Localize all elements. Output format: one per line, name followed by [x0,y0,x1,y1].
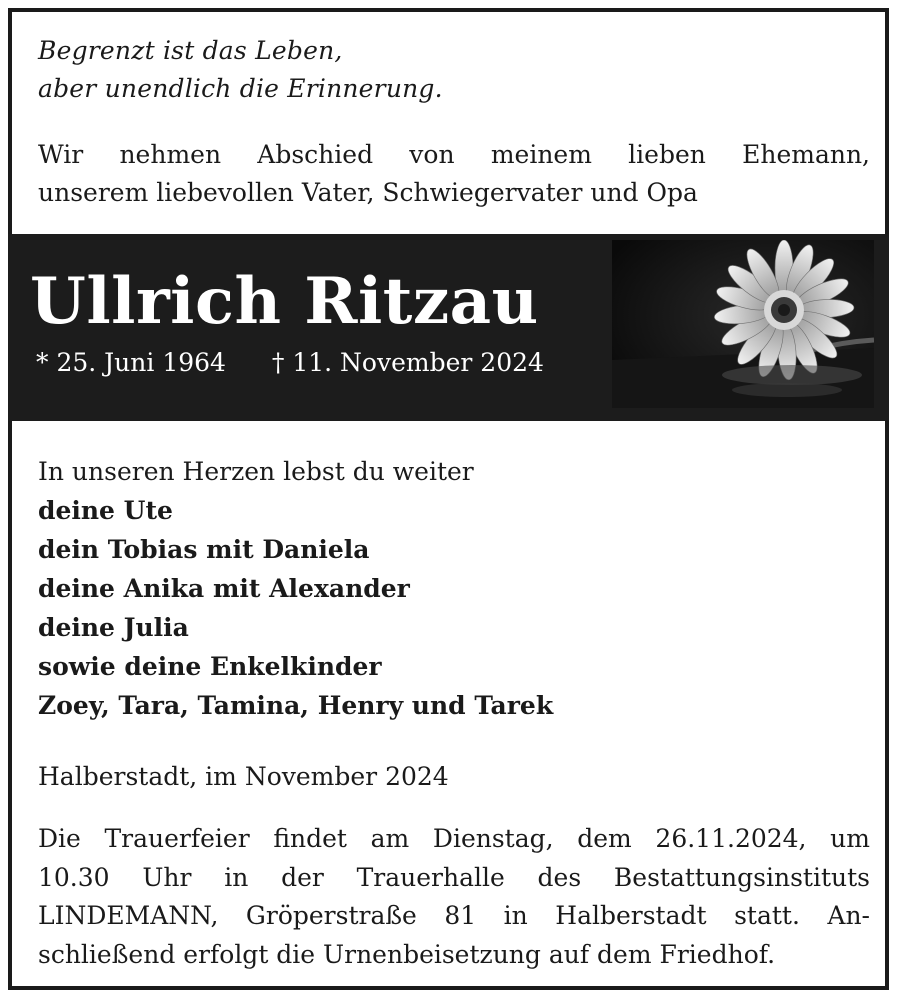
intro-line-2: unserem liebevollen Vater, Schwiegervater und Opa [38,178,698,207]
place-date: Halberstadt, im November 2024 [38,762,449,791]
ceremony-notice [38,820,870,974]
ceremony-line-2: 10.30 Uhr in der Trauerhalle des Bestattungsinstituts [38,862,870,892]
birth-date: * 25. Juni 1964 [36,348,226,377]
life-dates [36,348,544,377]
mourners-heading: In unseren Herzen lebst du weiter [38,457,474,486]
memorial-quote [38,32,443,108]
deceased-name: Ullrich Ritzau [30,264,539,339]
mourner-name: Zoey, Tara, Tamina, Henry und Tarek [38,691,554,720]
mourner-name: deine Julia [38,613,189,642]
intro-text [38,136,870,212]
ceremony-line-4: schließend erfolgt die Urnenbeisetzung auf dem Friedhof. [38,939,776,969]
flower-icon [612,240,874,408]
intro-line-1: Wir nehmen Abschied von meinem lieben Ehemann, [38,140,870,169]
quote-line-1: Begrenzt ist das Leben, [38,36,343,65]
ceremony-line-3: LINDEMANN, Gröperstraße 81 in Halberstadt statt. An- [38,901,870,930]
mourner-name: sowie deine Enkelkinder [38,652,382,681]
obituary-frame [8,8,889,990]
mourner-name: deine Ute [38,496,173,525]
mourners-block [38,452,870,725]
quote-line-2: aber unendlich die Erinnerung. [38,74,443,103]
mourner-name: dein Tobias mit Daniela [38,535,370,564]
death-date: † 11. November 2024 [271,348,544,377]
name-band [8,234,889,421]
mourner-name: deine Anika mit Alexander [38,574,410,603]
ceremony-line-1: Die Trauerfeier findet am Dienstag, dem 26.11.2024, um [38,824,870,853]
gerbera-flower-image [612,240,874,408]
